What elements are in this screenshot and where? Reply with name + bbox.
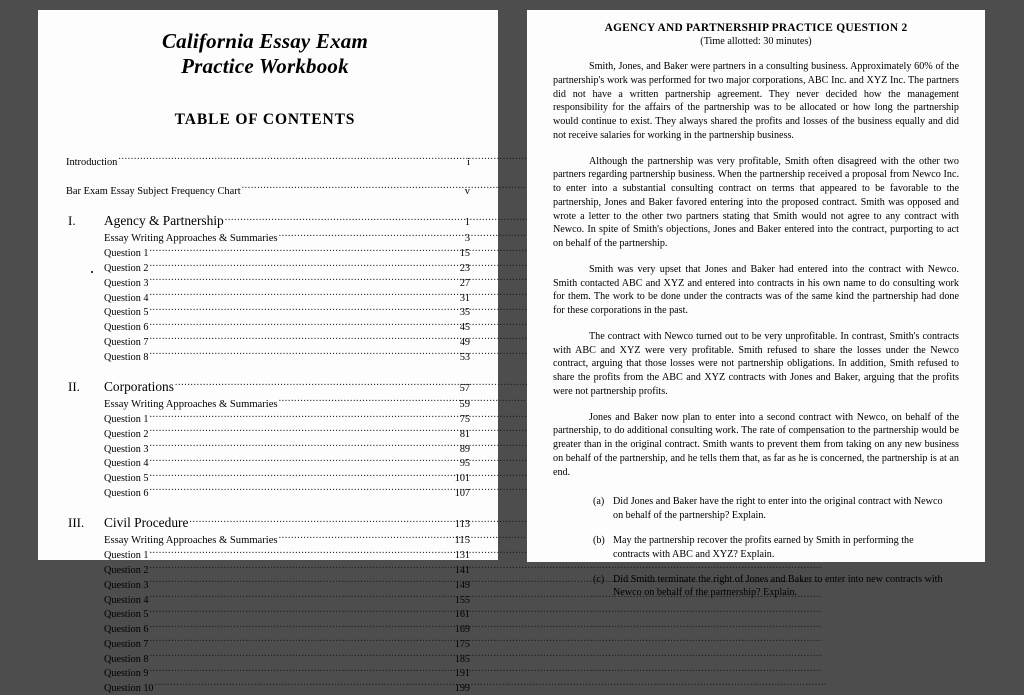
dot-leader xyxy=(149,412,458,422)
dot-leader xyxy=(242,183,464,193)
dot-leader xyxy=(149,456,458,466)
dot-leader xyxy=(149,305,458,315)
sub-question-item xyxy=(593,573,951,601)
toc-front-matter-entry[interactable] xyxy=(54,155,476,170)
toc-entry-page-number: 3 xyxy=(464,233,470,245)
toc-section-numeral: III. xyxy=(68,515,85,531)
toc-entry-label: Bar Exam Essay Subject Frequency Chart xyxy=(66,185,241,197)
dot-leader xyxy=(189,514,453,527)
toc-entry-page-number: 131 xyxy=(454,550,470,562)
toc-section-numeral: II. xyxy=(68,379,80,395)
toc-entry-page-number: 101 xyxy=(454,473,470,485)
toc-entry-page-number: 31 xyxy=(459,292,470,304)
toc-entry-label: Question 6 xyxy=(104,322,149,334)
toc-entry-page-number: 75 xyxy=(459,414,470,426)
question-paragraph: Smith was very upset that Jones and Baker had entered into the contract with Newco. Smith contacted ABC and XYZ and entered into contracts in his own name to do consulting work for them. The work to be done under the contracts was of the same kind the partnership had done for these corporations in the past. xyxy=(553,263,959,316)
toc-entry-label: Question 7 xyxy=(104,336,149,348)
book-title-line-2: Practice Workbook xyxy=(181,53,349,78)
toc-entry-page-number: 107 xyxy=(454,487,470,499)
dot-leader xyxy=(149,563,453,573)
toc-entry-page-number: 199 xyxy=(454,683,470,695)
toc-entry-page-number: 161 xyxy=(454,609,470,621)
toc-entry-label: Question 2 xyxy=(104,263,149,275)
toc-entry-page-number: 15 xyxy=(459,248,470,260)
toc-entry-label: Question 5 xyxy=(104,307,149,319)
dot-leader xyxy=(279,231,464,242)
question-paragraph: The contract with Newco turned out to be very unprofitable. In contrast, Smith's contracts with ABC and XYZ were very profitable. Smith refused to share the losses under the Newco contract, arguing that those losses were not partnership obligations. In addition, Smith refused to share the profits from the ABC and XYZ contracts with Jones and Baker, arguing that the profits were not partnership profits. xyxy=(553,330,959,397)
toc-section-items xyxy=(54,396,470,500)
dot-leader xyxy=(149,471,453,481)
toc-entry-page-number: v xyxy=(464,185,470,197)
dot-leader xyxy=(118,155,466,165)
page-table-of-contents xyxy=(38,10,498,695)
toc-entry-page-number: i xyxy=(467,156,470,168)
dot-leader xyxy=(225,212,464,225)
toc-front-matter xyxy=(54,155,476,198)
toc-entry-page-number: 81 xyxy=(459,428,470,440)
toc-entry-label: Question 1 xyxy=(104,414,149,426)
question-content xyxy=(527,10,985,600)
toc-entry-page-number: 115 xyxy=(454,535,470,547)
sub-question-item xyxy=(593,495,951,523)
toc-section xyxy=(54,212,476,364)
table-of-contents-heading: TABLE OF CONTENTS xyxy=(174,110,356,128)
toc-section xyxy=(54,514,476,695)
toc-entry-label: Question 8 xyxy=(104,653,149,665)
dot-leader xyxy=(149,276,458,286)
toc-entry-label: Question 1 xyxy=(104,550,149,562)
toc-entry-label: Question 4 xyxy=(104,292,149,304)
dot-leader xyxy=(149,261,458,271)
toc-entry-page-number: 95 xyxy=(459,458,470,470)
toc-entry-page-number: 35 xyxy=(459,307,470,319)
toc-entry-label: Question 3 xyxy=(104,579,149,591)
dot-leader xyxy=(149,349,458,359)
toc-front-matter-entry[interactable] xyxy=(54,183,476,198)
dot-leader xyxy=(149,607,453,617)
sub-question-item xyxy=(593,534,951,562)
toc-entry-label: Question 4 xyxy=(104,594,149,606)
toc-entry-page-number: 53 xyxy=(459,351,470,363)
dot-leader xyxy=(149,427,458,437)
toc-entry-label: Question 6 xyxy=(104,487,149,499)
toc-section-items xyxy=(54,231,470,364)
toc-entry-label: Agency & Partnership xyxy=(104,213,224,229)
toc-entry-page-number: 169 xyxy=(454,624,470,636)
dot-leader xyxy=(149,441,458,451)
toc-entry-page-number: 45 xyxy=(459,322,470,334)
dot-leader xyxy=(149,290,458,300)
dot-leader xyxy=(155,681,454,691)
toc-entry-page-number: 155 xyxy=(454,594,470,606)
toc-entry-label: Introduction xyxy=(66,156,118,168)
toc-entry-page-number: 185 xyxy=(454,653,470,665)
dot-leader xyxy=(279,396,459,407)
toc-entry-label: Question 8 xyxy=(104,351,149,363)
dot-leader xyxy=(149,335,458,345)
toc-entry-label: Question 2 xyxy=(104,565,149,577)
toc-entry-label: Question 5 xyxy=(104,609,149,621)
toc-entry-page-number: 59 xyxy=(459,398,470,410)
dot-leader xyxy=(149,578,453,588)
toc-entry-page-number: 57 xyxy=(459,383,470,395)
question-fact-pattern xyxy=(553,60,959,479)
toc-entry-label: Question 4 xyxy=(104,458,149,470)
question-paragraph: Smith, Jones, and Baker were partners in a consulting business. Approximately 60% of the partnership's work was performed for two major corporations, ABC Inc. and XYZ Inc. The partners did not have a written partnership agreement. They never decided how the management responsibility for the affairs of the partnership was to be allocated or how long the partnership would continue to exist. They always shared the profits and losses of the business equally and did not receive salaries for working in the partnership business. xyxy=(553,61,959,141)
toc-entry-label: Civil Procedure xyxy=(104,515,189,531)
toc-entry-label: Question 10 xyxy=(104,683,154,695)
dot-leader xyxy=(149,651,453,661)
toc-entry-label: Question 7 xyxy=(104,638,149,650)
sub-question-marker: (a) xyxy=(593,496,605,508)
toc-entry-label: Question 2 xyxy=(104,428,149,440)
toc-entry-page-number: 175 xyxy=(454,638,470,650)
dot-leader xyxy=(149,246,458,256)
toc-entry-label: Corporations xyxy=(104,379,174,395)
toc-item-entry[interactable] xyxy=(104,486,470,500)
book-title xyxy=(54,29,476,79)
question-paragraph: Jones and Baker now plan to enter into a second contract with Newco, on behalf of the partnership, to do additional consulting work. The rate of compensation to the partnership would be greater than in the original contract. Smith wants to prevent them from taking on any new business on behalf of the partnership, and he tells them that, as far as he is concerned, the partnership is at an end. xyxy=(553,411,959,478)
toc-entry-label: Question 9 xyxy=(104,668,149,680)
toc-entry-page-number: 89 xyxy=(459,443,470,455)
dot-leader xyxy=(149,486,453,496)
toc-entry-label: Question 6 xyxy=(104,624,149,636)
sub-question-marker: (b) xyxy=(593,534,605,546)
book-title-line-1: California Essay Exam xyxy=(161,29,369,53)
toc-entry-page-number: 27 xyxy=(459,277,470,289)
toc-entry-label: Essay Writing Approaches & Summaries xyxy=(104,398,278,410)
toc-item-entry[interactable] xyxy=(104,681,470,695)
dot-leader xyxy=(149,592,453,602)
sub-questions-list xyxy=(553,495,959,600)
sub-question-text: Did Jones and Baker have the right to enter into the original contract with Newco on behalf of the partnership? Explain. xyxy=(613,496,943,522)
time-allotted-note: (Time allotted: 30 minutes) xyxy=(700,36,812,47)
toc-section xyxy=(54,378,476,500)
toc-content xyxy=(38,10,498,695)
toc-entry-label: Essay Writing Approaches & Summaries xyxy=(104,535,278,547)
toc-entry-label: Question 3 xyxy=(104,443,149,455)
scan-artifact-dot xyxy=(91,271,93,273)
toc-entry-page-number: 1 xyxy=(464,217,470,229)
dot-leader xyxy=(149,320,458,330)
dot-leader xyxy=(149,637,453,647)
sub-question-text: Did Smith terminate the right of Jones and Baker to enter into new contracts with Newco on behalf of the partnership? Explain. xyxy=(613,573,943,599)
toc-entry-label: Essay Writing Approaches & Summaries xyxy=(104,233,278,245)
page-practice-question xyxy=(527,10,985,599)
toc-entry-page-number: 113 xyxy=(454,519,470,531)
toc-entry-label: Question 5 xyxy=(104,473,149,485)
sub-question-text: May the partnership recover the profits earned by Smith in performing the contracts with ABC and XYZ? Explain. xyxy=(613,534,914,560)
question-paragraph: Although the partnership was very profitable, Smith often disagreed with the other two partners regarding partnership business. When the partnership received a proposal from Newco Inc. to enter into a substantial consulting contract on terms that appeared to be favorable to the partnership, Jones and Baker favored entering into the proposed contract. Smith was opposed and wrote a letter to the other two partners stating that Smith would not agree to any contract with Newco. In spite of Smith's objections, Jones and Baker entered into the contract, purporting to act on behalf of the partnership. xyxy=(553,155,959,249)
toc-entry-page-number: 49 xyxy=(459,336,470,348)
dot-leader xyxy=(149,548,453,558)
toc-sections xyxy=(54,212,476,695)
dot-leader xyxy=(175,378,459,391)
toc-entry-page-number: 149 xyxy=(454,579,470,591)
dot-leader xyxy=(149,666,453,676)
toc-entry-page-number: 191 xyxy=(454,668,470,680)
toc-entry-label: Question 3 xyxy=(104,277,149,289)
toc-entry-page-number: 23 xyxy=(459,263,470,275)
toc-entry-label: Question 1 xyxy=(104,248,149,260)
sub-question-marker: (c) xyxy=(593,573,605,585)
toc-entry-page-number: 141 xyxy=(454,565,470,577)
question-title: AGENCY AND PARTNERSHIP PRACTICE QUESTION 2 xyxy=(604,22,908,34)
toc-item-entry[interactable] xyxy=(104,349,470,363)
toc-section-items xyxy=(54,533,470,695)
dot-leader xyxy=(149,622,453,632)
dot-leader xyxy=(279,533,454,544)
toc-section-numeral: I. xyxy=(68,213,76,229)
